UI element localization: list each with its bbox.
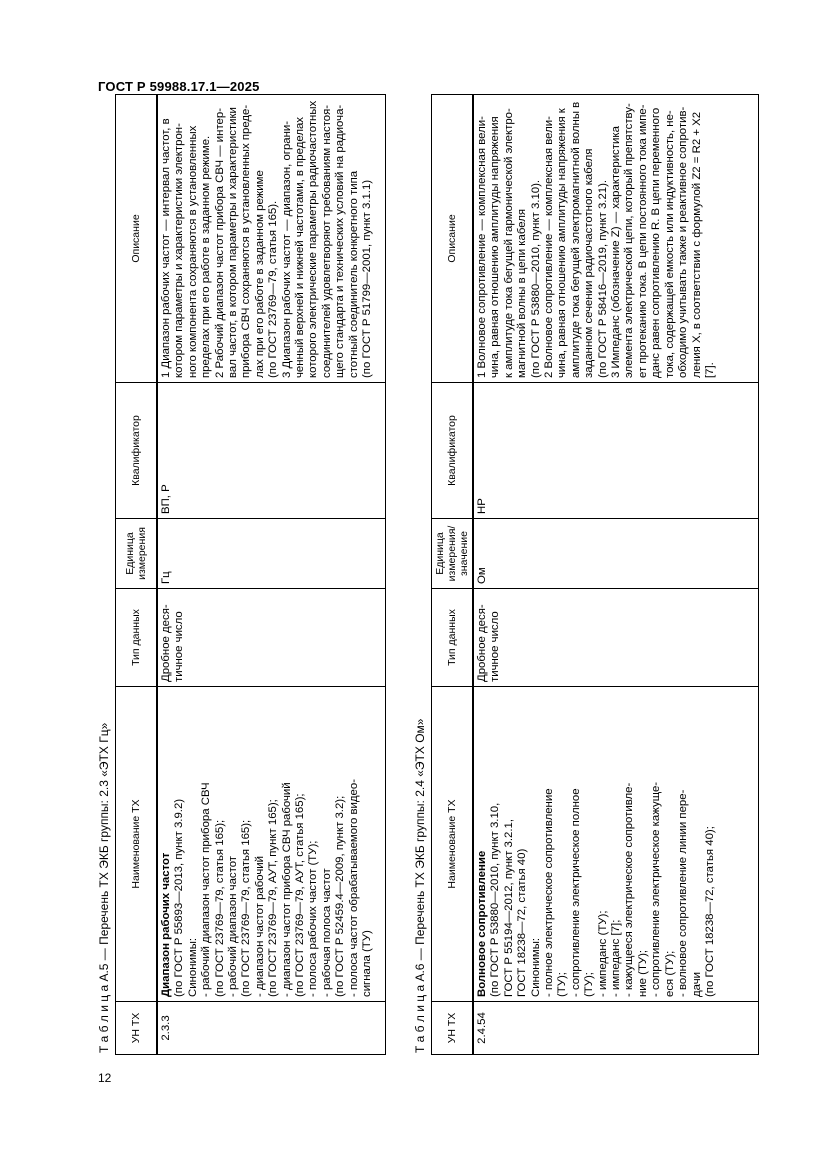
text-line: (по ГОСТ Р 55893—2013, пункт 3.9.2) <box>173 798 186 997</box>
text-line: щего стандарта и технических условий на радиоча- <box>334 104 347 378</box>
col-header-id: УН ТХ <box>432 1002 474 1055</box>
text-line: ченный верхней и нижней частотами, в пределах <box>294 117 307 378</box>
table-a6 <box>431 94 759 1055</box>
text-line: пределах при его работе в заданном режиме. <box>200 135 213 378</box>
text-line: - полное электрическое сопротивление <box>543 788 556 997</box>
col-header-name: Наименование ТХ <box>432 687 474 1002</box>
text-line: (по ГОСТ 23769—79, АУТ, статья 165); <box>294 793 307 997</box>
table-a6-header-row <box>432 95 474 1055</box>
text-line: - диапазон частот рабочий <box>253 855 266 997</box>
document-header-title: ГОСТ Р 59988.17.1—2025 <box>98 79 260 94</box>
text-line: Синонимы: <box>529 937 542 997</box>
text-line: стотный соединитель конкретного типа <box>347 170 360 378</box>
cell-name <box>157 687 385 1002</box>
text-line: - полоса частот обрабатываемого видео- <box>347 778 360 997</box>
text-line: - полоса рабочих частот (ТУ); <box>307 840 320 997</box>
cell-description <box>473 95 758 383</box>
text-line: - волновое сопротивление линии пере- <box>677 789 690 997</box>
text-line: Синонимы: <box>186 937 199 997</box>
col-header-name: Наименование ТХ <box>116 687 158 1002</box>
text-line: (по ГОСТ 23769—79, статья 165); <box>240 819 253 997</box>
col-header-qualifier: Квалификатор <box>116 383 158 519</box>
text-line: ления X, в соответствии с формулой Z2 = R2 + X2 <box>690 111 703 378</box>
text-line: элемента электрической цепи, который препятству- <box>623 103 636 378</box>
text-line: (по ГОСТ Р 53880—2010, пункт 3.10). <box>529 179 542 378</box>
table-a6-caption: Т а б л и ц а А.6 — Перечень ТХ ЭКБ группы: 2.4 «ЭТХ Ом» <box>413 718 427 1053</box>
text-line: дачи <box>690 971 703 997</box>
text-line: - импеданс [7]; <box>610 919 623 997</box>
text-line: к амплитуде тока бегущей гармонической электро- <box>502 108 515 378</box>
name-lines <box>489 691 717 997</box>
name-title: Диапазон рабочих частот <box>160 852 172 997</box>
table-row <box>473 95 758 1055</box>
cell-unit: Ом <box>473 519 758 589</box>
text-line: 2 Волновое сопротивление — комплексная вели- <box>543 116 556 378</box>
text-line: заданном сечении радиочастотного кабеля <box>583 148 596 378</box>
col-header-id: УН ТХ <box>116 1002 158 1055</box>
cell-unit: Гц <box>157 519 385 589</box>
text-line: котором параметры и характеристики электрон- <box>173 123 186 378</box>
text-line: чина, равная отношению амплитуды напряжения к <box>556 108 569 378</box>
text-line: данс равен сопротивлению R. В цепи переменного <box>650 107 663 378</box>
col-header-qualifier: Квалификатор <box>432 383 474 519</box>
text-line: лах при его работе в заданном режиме <box>253 170 266 378</box>
text-line: - сопротивление электрическое полное <box>569 788 582 997</box>
text-line: (по ГОСТ 23769—79, статья 165). <box>267 200 280 378</box>
text-line: (ТУ); <box>556 972 569 997</box>
col-header-description: Описание <box>432 95 474 383</box>
text-line: - рабочий диапазон частот прибора СВЧ <box>200 782 213 997</box>
col-header-description: Описание <box>116 95 158 383</box>
text-line: вал частот, в котором параметры и характеристики <box>227 107 240 378</box>
col-header-data-type: Тип данных <box>432 589 474 687</box>
text-line: - рабочий диапазон частот <box>227 855 240 997</box>
text-line: обходимо учитывать также и реактивное сопротив- <box>677 106 690 378</box>
text-line: тока, содержащей емкость или индуктивность, не- <box>663 110 676 378</box>
text-line: ет протеканию тока. В цепи постоянного тока импе- <box>636 104 649 378</box>
text-line: которого электрические параметры радиочастотных <box>307 100 320 378</box>
cell-data-type: Дробное деся-тичное число <box>473 589 758 687</box>
col-header-data-type: Тип данных <box>116 589 158 687</box>
cell-id: 2.4.54 <box>473 1002 758 1055</box>
text-line: [7]. <box>703 362 716 378</box>
text-line: - диапазон частот прибора СВЧ рабочий <box>280 782 293 997</box>
name-title: Волновое сопротивление <box>476 850 488 997</box>
text-line: - кажущееся электрическое сопротивле- <box>623 782 636 997</box>
text-line: 1 Диапазон рабочих частот — интервал частот, в <box>160 118 172 378</box>
cell-data-type: Дробное деся-тичное число <box>157 589 385 687</box>
text-line: (по ГОСТ 18238—72, статья 40); <box>703 826 716 997</box>
col-header-unit: Единица измерения <box>116 519 158 589</box>
cell-id: 2.3.3 <box>157 1002 385 1055</box>
text-line: ГОСТ Р 55194—2012, пункт 3.2.1, <box>502 818 515 997</box>
text-line: 2 Рабочий диапазон частот прибора СВЧ — интер- <box>213 108 226 378</box>
text-line: - импеданс (ТУ); <box>596 910 609 997</box>
text-line: (по ГОСТ 23769—79, АУТ, пункт 165); <box>267 799 280 997</box>
cell-qualifier: ВП, Р <box>157 383 385 519</box>
text-line: 1 Волновое сопротивление — комплексная вели- <box>476 116 488 378</box>
text-line: ного компонента сохраняются в установленных <box>186 125 199 378</box>
text-line: соединителей удовлетворяют требованиям настоя- <box>320 104 333 378</box>
text-line: прибора СВЧ сохраняются в установленных преде- <box>240 104 253 378</box>
text-line: 3 Диапазон рабочих частот — диапазон, ограни- <box>280 120 293 378</box>
text-line: магнитной волны в цепи кабеля <box>516 208 529 378</box>
cell-qualifier: НР <box>473 383 758 519</box>
text-line: (по ГОСТ Р 58416—2019, пункт 3.21). <box>596 179 609 378</box>
description-lines <box>476 99 717 378</box>
cell-description <box>157 95 385 383</box>
cell-name <box>473 687 758 1002</box>
table-row <box>157 95 385 1055</box>
text-line: (по ГОСТ Р 51799—2001, пункт 3.1.1) <box>361 179 374 378</box>
text-line: - рабочая полоса частот <box>320 868 333 997</box>
text-line: (по ГОСТ Р 53880—2010, пункт 3.10, <box>489 802 502 997</box>
text-line: еся (ТУ); <box>663 950 676 997</box>
text-line: (по ГОСТ Р 52459.4—2009, пункт 3.2); <box>334 795 347 997</box>
text-line: ние (ТУ); <box>636 949 649 997</box>
text-line: сигнала (ТУ) <box>361 930 374 997</box>
text-line: 3 Импеданс (обозначение Z) — характеристика <box>610 126 623 378</box>
table-a5 <box>115 94 386 1055</box>
text-line: (по ГОСТ 23769—79, статья 165); <box>213 819 226 997</box>
name-lines <box>173 691 374 997</box>
table-a5-header-row <box>116 95 158 1055</box>
text-line: - сопротивление электрическое кажуще- <box>650 781 663 997</box>
text-line: чина, равная отношению амплитуды напряжения <box>489 116 502 378</box>
text-line: (ТУ); <box>583 972 596 997</box>
text-line: амплитуде тока бегущей электромагнитной волны в <box>569 101 582 378</box>
col-header-unit: Единица измерения/ значение <box>432 519 474 589</box>
table-a5-caption: Т а б л и ц а А.5 — Перечень ТХ ЭКБ группы: 2.3 «ЭТХ Гц» <box>97 722 111 1053</box>
page-number: 12 <box>98 1071 112 1085</box>
text-line: ГОСТ 18238—72, статья 40) <box>516 848 529 997</box>
description-lines <box>160 99 375 378</box>
